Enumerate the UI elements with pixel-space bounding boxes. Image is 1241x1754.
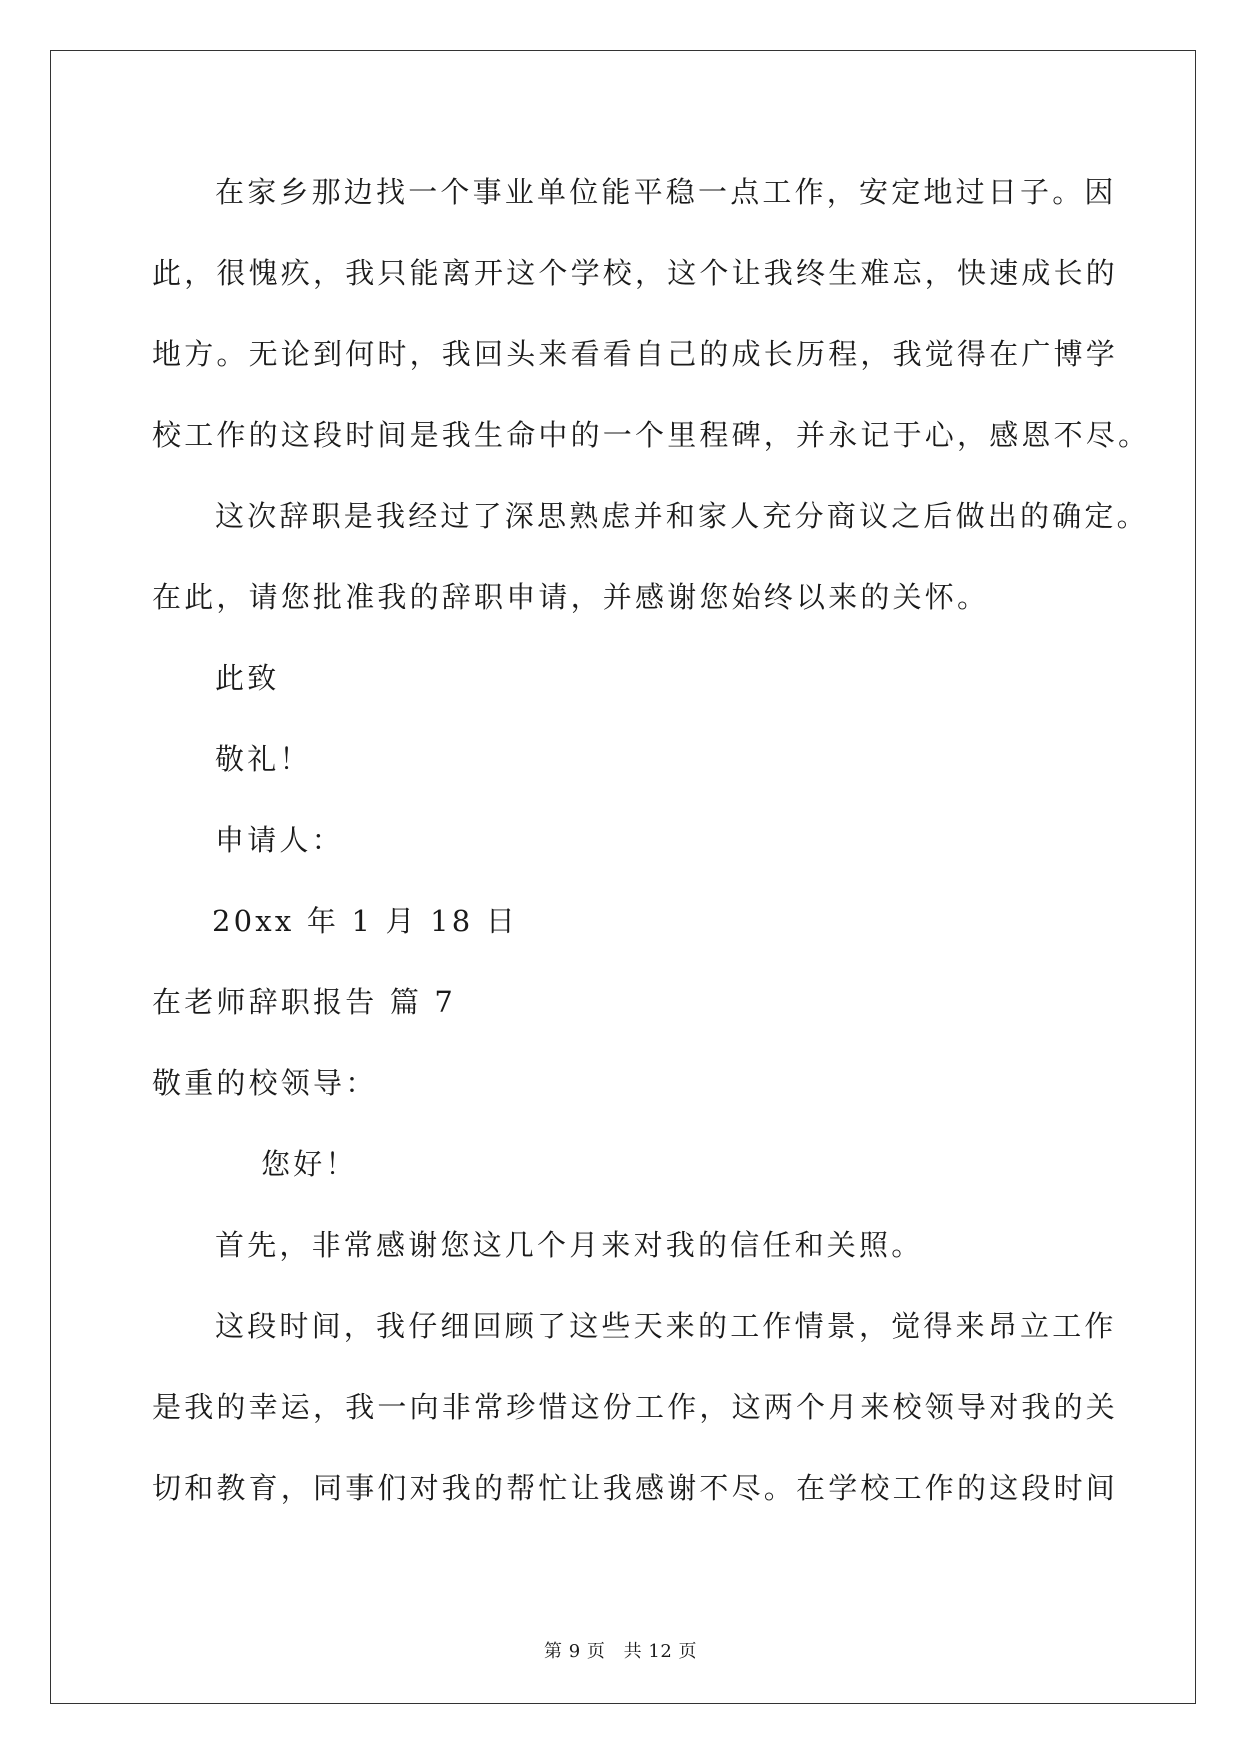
text-line-3: 地方。无论到何时，我回头来看看自己的成长历程，我觉得在广博学 [152,337,1119,371]
text-line-1: 在家乡那边找一个事业单位能平稳一点工作，安定地过日子。因 [215,175,1117,209]
section-heading: 在老师辞职报告 篇 7 [152,985,457,1019]
text-line-2: 此，很愧疚，我只能离开这个学校，这个让我终生难忘，快速成长的 [152,256,1119,290]
greeting-hello: 您好！ [261,1147,358,1181]
closing-respect: 敬礼！ [215,742,312,776]
text-line-4: 校工作的这段时间是我生命中的一个里程碑，并永记于心，感恩不尽。 [152,418,1151,452]
date-line: 20xx 年 1 月 18 日 [212,904,519,938]
text-line-5: 这次辞职是我经过了深思熟虑并和家人充分商议之后做出的确定。 [215,499,1149,533]
closing-salutation: 此致 [215,661,280,695]
text-line-16: 是我的幸运，我一向非常珍惜这份工作，这两个月来校领导对我的关 [152,1390,1119,1424]
text-line-6: 在此，请您批准我的辞职申请，并感谢您始终以来的关怀。 [152,580,990,614]
page-border [50,50,1196,1704]
applicant-label: 申请人： [215,823,344,857]
text-line-17: 切和教育，同事们对我的帮忙让我感谢不尽。在学校工作的这段时间 [152,1471,1119,1505]
text-line-14: 首先，非常感谢您这几个月来对我的信任和关照。 [215,1228,924,1262]
page-footer [0,1637,1241,1663]
greeting-recipient: 敬重的校领导： [152,1066,378,1100]
text-line-15: 这段时间，我仔细回顾了这些天来的工作情景，觉得来昂立工作 [215,1309,1117,1343]
page-number-current: 第 9 页 [544,1641,606,1662]
page-number-total: 共 12 页 [623,1641,697,1662]
